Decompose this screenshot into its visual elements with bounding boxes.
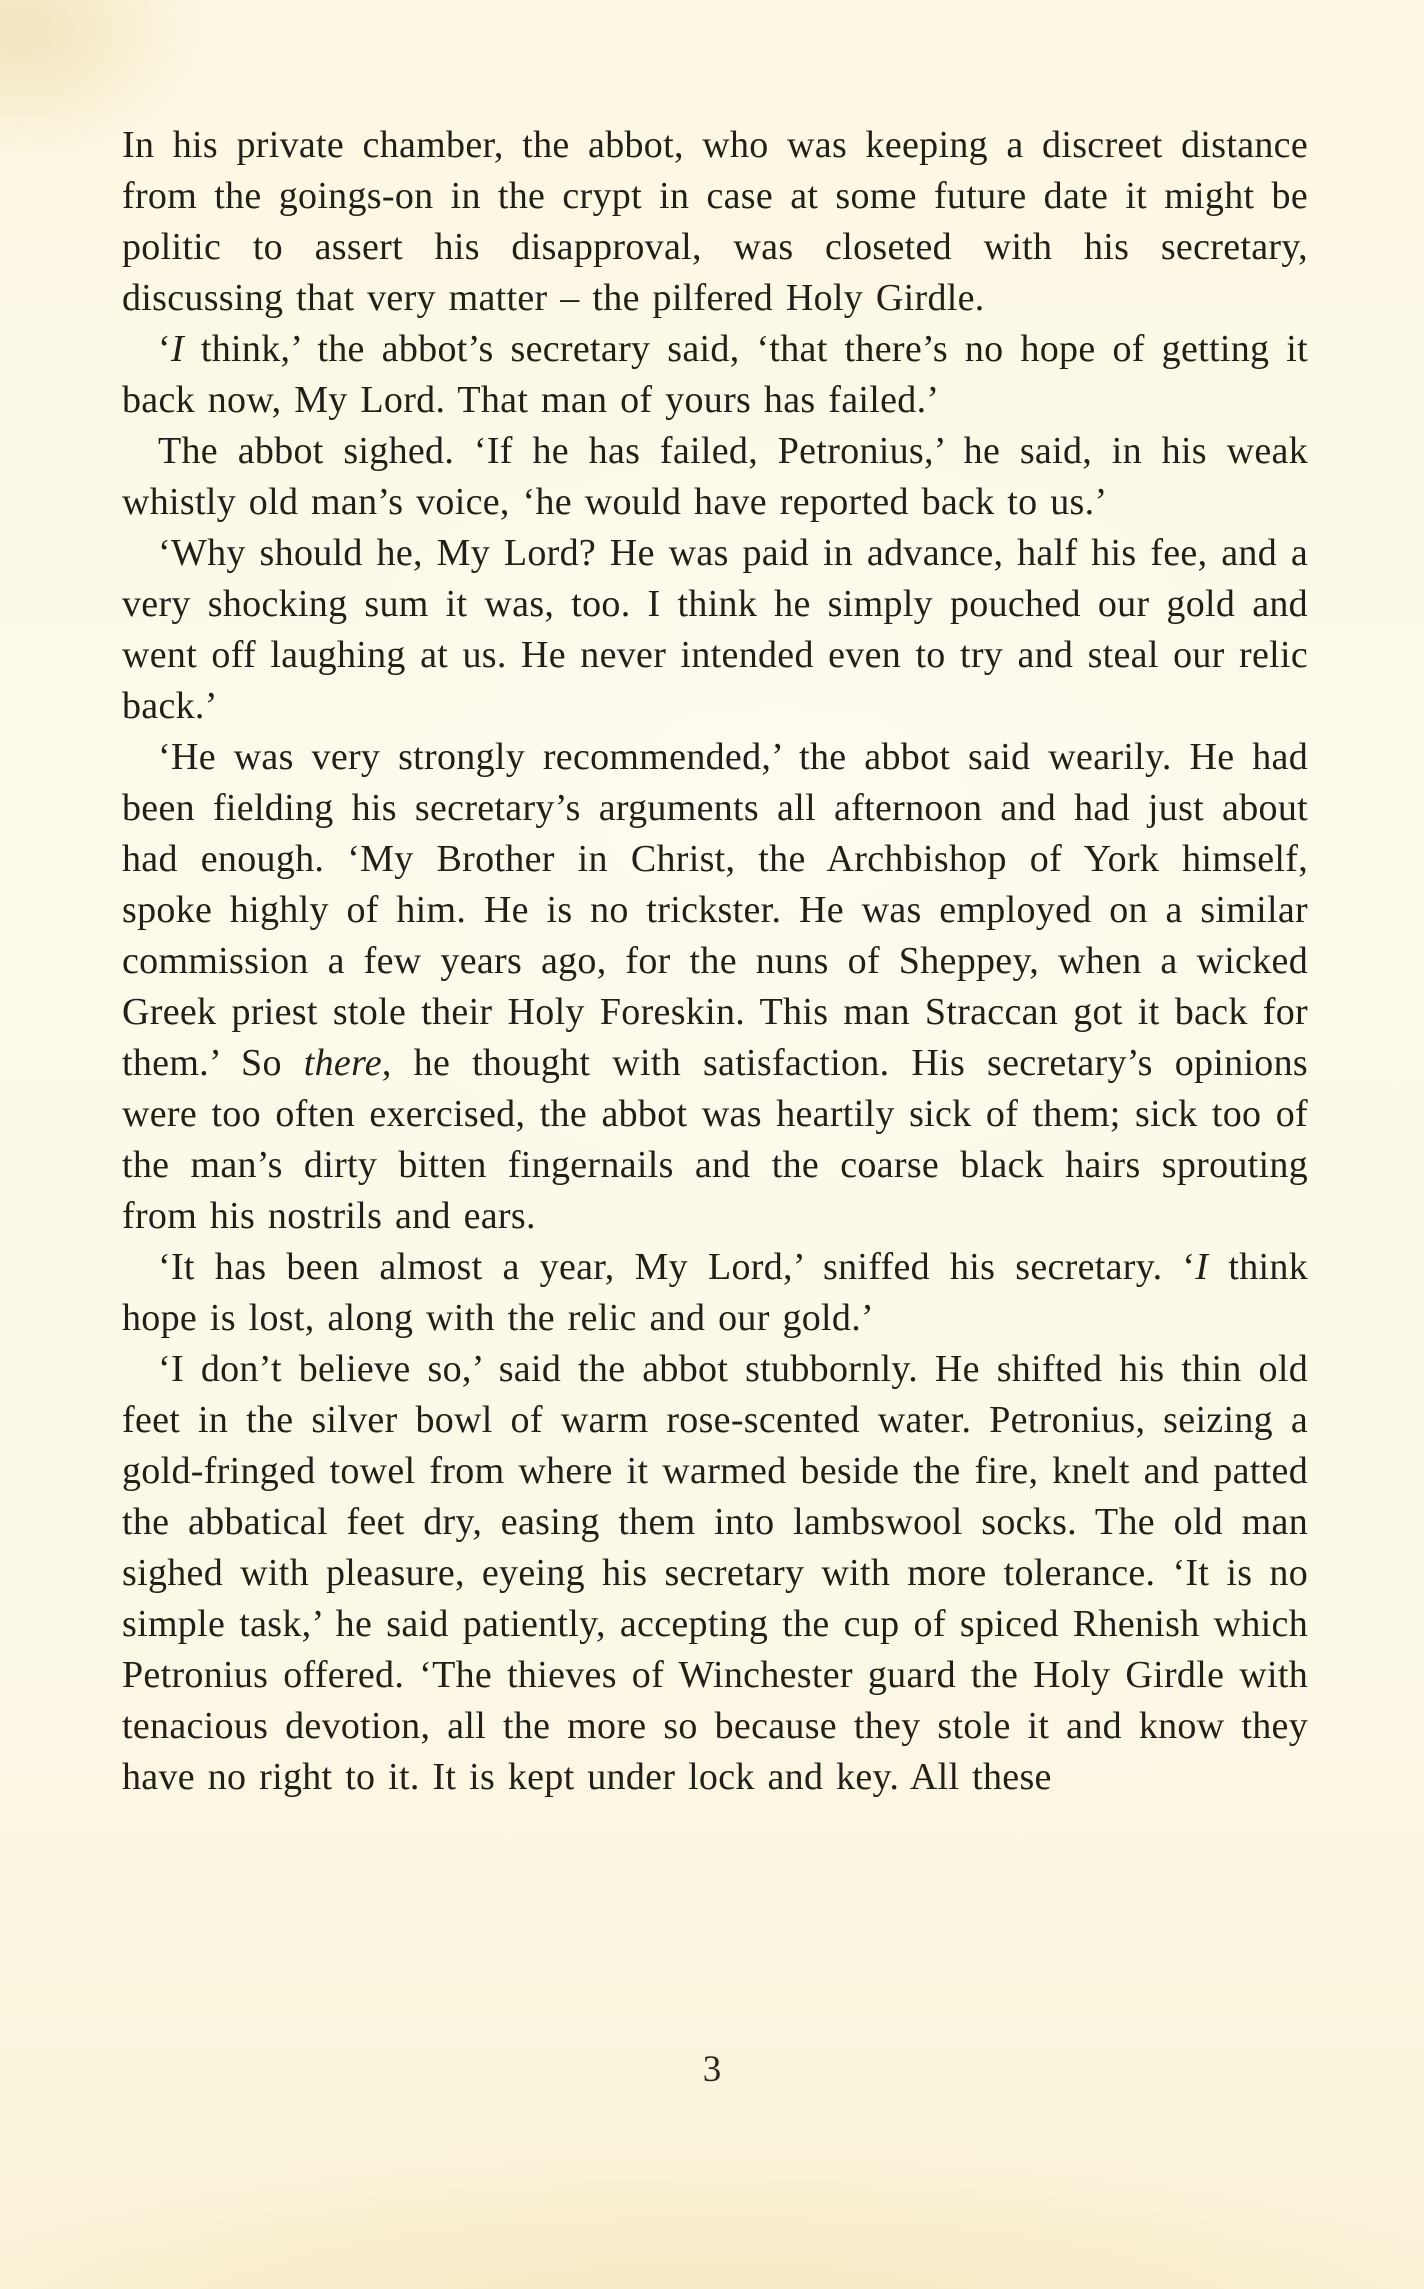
paragraph-text: ‘I don’t believe so,’ said the abbot stubbornly. He shifted his thin old feet in the silver bowl of warm rose-scented water. Petronius, seizing a gold-fringed towel from where it warmed beside the fire, knelt and patted the abbatical feet dry, easing them into lambswool socks. The old man sighed with pleasure, eyeing his secretary with more tolerance. ‘It is no simple task,’ he said patiently, accepting the cup of spiced Rhenish which Petronius offered. ‘The thieves of Winchester guard the Holy Girdle with tenacious devotion, all the more so because they stole it and know they have no right to it. It is kept under lock and key. All these	[122, 1348, 1308, 1798]
paragraph-text: ‘It has been almost a year, My Lord,’ sniffed his secretary. ‘	[158, 1246, 1196, 1288]
paragraph-2	[122, 324, 1308, 426]
paragraph-text: ‘	[158, 328, 171, 370]
paragraph-text: The abbot sighed. ‘If he has failed, Petronius,’ he said, in his weak whistly old man’s voice, ‘he would have reported back to us.’	[122, 430, 1308, 523]
italic-word: I	[170, 328, 184, 370]
paragraph-text: ‘He was very strongly recommended,’ the abbot said wearily. He had been fielding his secretary’s arguments all afternoon and had just about had enough. ‘My Brother in Christ, the Archbishop of York himself, spoke highly of him. He is no trickster. He was employed on a similar commission a few years ago, for the nuns of Sheppey, when a wicked Greek priest stole their Holy Foreskin. This man Straccan got it back for them.’ So	[122, 736, 1308, 1084]
paragraph-3	[122, 426, 1308, 528]
page-number: 3	[702, 2049, 722, 2090]
page-text-block	[122, 120, 1308, 1803]
paragraph-text: In his private chamber, the abbot, who was keeping a discreet distance from the goings-on in the crypt in case at some future date it might be politic to assert his disapproval, was closeted with his secretary, discussing that very matter – the pilfered Holy Girdle.	[122, 124, 1308, 319]
paragraph-text: think hope is lost, along with the relic and our gold.’	[122, 1246, 1309, 1339]
paragraph-text: , he thought with satisfaction. His secretary’s opinions were too often exercised, the abbot was heartily sick of them; sick too of the man’s dirty bitten fingernails and the coarse black hairs sprouting from his nostrils and ears.	[122, 1042, 1308, 1237]
paragraph-4	[122, 528, 1308, 732]
paragraph-7	[122, 1344, 1308, 1803]
paragraph-text: think,’ the abbot’s secretary said, ‘that there’s no hope of getting it back now, My Lord. That man of yours has failed.’	[122, 328, 1308, 421]
paragraph-5	[122, 732, 1308, 1242]
paragraph-text: ‘Why should he, My Lord? He was paid in advance, half his fee, and a very shocking sum it was, too. I think he simply pouched our gold and went off laughing at us. He never intended even to try and steal our relic back.’	[122, 532, 1308, 727]
paragraph-1	[122, 120, 1308, 324]
italic-word: I	[1195, 1246, 1209, 1288]
italic-word: there	[303, 1042, 382, 1084]
paragraph-6	[122, 1242, 1308, 1344]
